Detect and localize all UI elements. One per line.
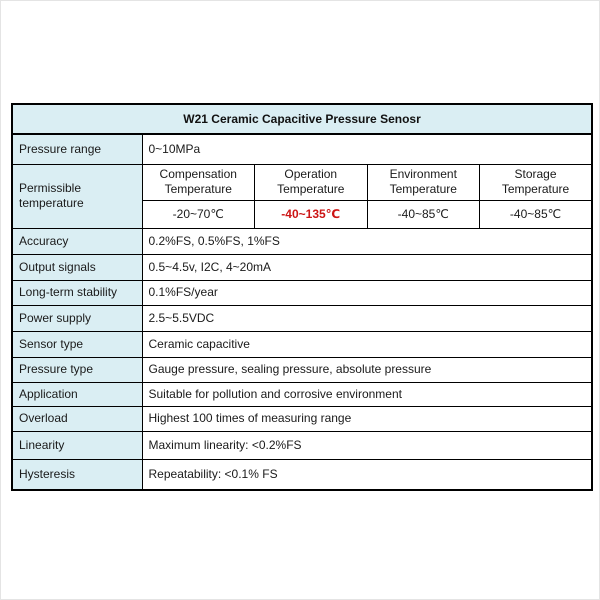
temp-value-operation: -40~135℃ bbox=[255, 200, 368, 228]
row-value: 0.5~4.5v, I2C, 4~20mA bbox=[142, 254, 592, 280]
row-label: Hysteresis bbox=[12, 459, 142, 490]
row-label: Pressure type bbox=[12, 357, 142, 382]
row-label: Power supply bbox=[12, 305, 142, 331]
row-value: Suitable for pollution and corrosive environment bbox=[142, 382, 592, 406]
row-value: Gauge pressure, sealing pressure, absolute pressure bbox=[142, 357, 592, 382]
row-value: Ceramic capacitive bbox=[142, 331, 592, 357]
temp-column-header-operation: Operation Temperature bbox=[255, 164, 368, 200]
temp-value-storage: -40~85℃ bbox=[480, 200, 593, 228]
row-application bbox=[12, 382, 592, 406]
row-value: Repeatability: <0.1% FS bbox=[142, 459, 592, 490]
temp-value-compensation: -20~70℃ bbox=[142, 200, 255, 228]
row-label: Sensor type bbox=[12, 331, 142, 357]
row-output-signals bbox=[12, 254, 592, 280]
row-sensor-type bbox=[12, 331, 592, 357]
table-title-row bbox=[12, 104, 592, 134]
row-value: 2.5~5.5VDC bbox=[142, 305, 592, 331]
row-label: Linearity bbox=[12, 431, 142, 459]
temp-column-header-storage: Storage Temperature bbox=[480, 164, 593, 200]
row-value: 0.1%FS/year bbox=[142, 280, 592, 305]
row-accuracy bbox=[12, 228, 592, 254]
temp-column-header-environment: Environment Temperature bbox=[367, 164, 480, 200]
row-label: Pressure range bbox=[12, 134, 142, 164]
row-label: Overload bbox=[12, 406, 142, 431]
row-value: Highest 100 times of measuring range bbox=[142, 406, 592, 431]
row-label: Output signals bbox=[12, 254, 142, 280]
row-label: Long-term stability bbox=[12, 280, 142, 305]
row-pressure-type bbox=[12, 357, 592, 382]
row-long-term-stability bbox=[12, 280, 592, 305]
row-power-supply bbox=[12, 305, 592, 331]
row-value: 0~10MPa bbox=[142, 134, 592, 164]
temp-value-environment: -40~85℃ bbox=[367, 200, 480, 228]
row-value: 0.2%FS, 0.5%FS, 1%FS bbox=[142, 228, 592, 254]
spec-table bbox=[11, 103, 593, 491]
row-pressure-range bbox=[12, 134, 592, 164]
row-label: Application bbox=[12, 382, 142, 406]
row-value: Maximum linearity: <0.2%FS bbox=[142, 431, 592, 459]
row-hysteresis bbox=[12, 459, 592, 490]
row-linearity bbox=[12, 431, 592, 459]
temp-column-header-compensation: Compensation Temperature bbox=[142, 164, 255, 200]
row-label: Accuracy bbox=[12, 228, 142, 254]
row-overload bbox=[12, 406, 592, 431]
row-label: Permissible temperature bbox=[12, 164, 142, 228]
row-permissible-temperature-headers bbox=[12, 164, 592, 200]
table-title: W21 Ceramic Capacitive Pressure Senosr bbox=[12, 104, 592, 134]
